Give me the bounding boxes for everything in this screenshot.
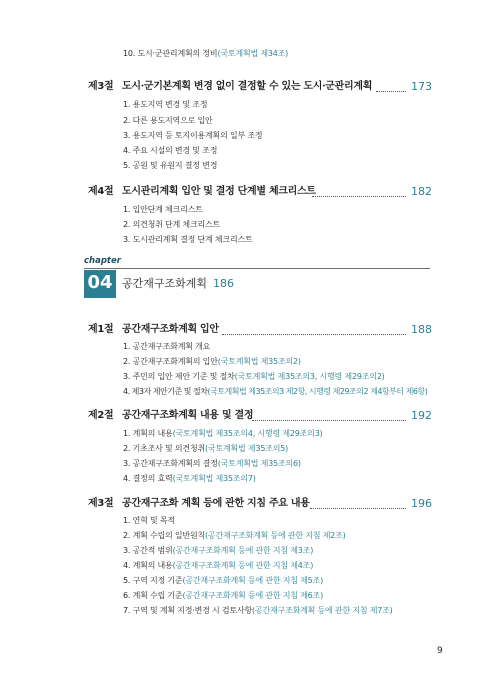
section-label: 제1절 [88, 324, 114, 335]
chapter-title: 공간재구조화계획 [122, 277, 208, 290]
chapter-word: chapter [84, 256, 121, 266]
toc-item: 3. 주민의 입안 제안 기준 및 절차(국토계획법 제35조의3, 시행령 제29조의2) [123, 372, 385, 381]
toc-item: 4. 결정의 효력(국토계획법 제35조의7) [123, 474, 256, 483]
leader-dots [376, 91, 406, 92]
section-label: 제2절 [88, 410, 114, 421]
toc-item: 1. 입안단계 체크리스트 [123, 205, 203, 214]
section-page: 188 [411, 323, 432, 336]
section-label: 제4절 [88, 186, 114, 197]
toc-item: 2. 계획 수립의 일반원칙(공간재구조화계획 등에 관한 지침 제2조) [123, 531, 346, 540]
section-title: 공간재구조화계획 내용 및 결정 [122, 410, 254, 421]
page-number: 9 [437, 646, 443, 656]
toc-item: 4. 계획의 내용(공간재구조화계획 등에 관한 지침 제4조) [123, 561, 314, 570]
toc-item-text: 10. 도시·군관리계획의 정비 [123, 49, 218, 58]
leader-dots [222, 334, 406, 335]
section-title: 공간재구조화계획 입안 [122, 324, 219, 335]
toc-item: 3. 공간재구조화계획의 결정(국토계획법 제35조의6) [123, 459, 301, 468]
leader-dots [252, 420, 406, 421]
section-label: 제3절 [88, 498, 114, 509]
section-page: 173 [411, 80, 432, 93]
section-title: 공간재구조화 계획 등에 관한 지침 주요 내용 [122, 498, 310, 509]
toc-item: 2. 기초조사 및 의견청취(국토계획법 제35조의5) [123, 444, 289, 453]
toc-item: 6. 계획 수립 기준(공간재구조화계획 등에 관한 지침 제6조) [123, 591, 323, 600]
section-title: 도시·군기본계획 변경 없이 결정할 수 있는 도시·군관리계획 [122, 81, 373, 92]
chapter-rule [84, 268, 430, 269]
toc-item: 2. 의견청취 단계 체크리스트 [123, 220, 221, 229]
toc-item: 1. 계획의 내용(국토계획법 제35조의4, 시행령 제29조의3) [123, 429, 323, 438]
chapter-page: 186 [213, 277, 234, 290]
section-page: 196 [411, 497, 432, 510]
leader-dots [310, 508, 406, 509]
toc-item: 5. 구역 지정 기준(공간재구조화계획 등에 관한 지침 제5조) [123, 576, 323, 585]
section-page: 182 [411, 185, 432, 198]
toc-item: 2. 다른 용도지역으로 입안 [123, 116, 213, 125]
toc-item-top [123, 48, 288, 59]
toc-item: 4. 주요 시설의 변경 및 조정 [123, 146, 218, 155]
toc-item: 1. 연혁 및 목적 [123, 516, 175, 525]
toc-item: 5. 공원 및 유원지 결정 변경 [123, 161, 218, 170]
toc-item: 4. 제3자 제안기준 및 절차(국토계획법 제35조의3 제2항, 시행령 제29조의2 제4항부터 제6항) [123, 387, 428, 396]
section-label: 제3절 [88, 81, 114, 92]
toc-item: 3. 도시관리계획 결정 단계 체크리스트 [123, 235, 253, 244]
toc-item-ref: (국토계획법 제34조) [217, 49, 289, 58]
chapter-number-box: 04 [84, 270, 116, 298]
toc-item: 1. 용도지역 변경 및 조정 [123, 100, 208, 109]
toc-item: 7. 구역 및 계획 지정·변경 시 검토사항(공간재구조화계획 등에 관한 지침 제7조) [123, 606, 393, 615]
toc-item: 2. 공간재구조화계획의 입안(국토계획법 제35조의2) [123, 357, 301, 366]
toc-item: 3. 용도지역 등 토지이용계획의 일부 조정 [123, 131, 263, 140]
toc-item: 3. 공간적 범위(공간재구조화계획 등에 관한 지침 제3조) [123, 546, 314, 555]
section-title: 도시관리계획 입안 및 결정 단계별 체크리스트 [122, 186, 316, 197]
leader-dots [312, 196, 406, 197]
section-page: 192 [411, 409, 432, 422]
toc-item: 1. 공간재구조화계획 개요 [123, 342, 211, 351]
